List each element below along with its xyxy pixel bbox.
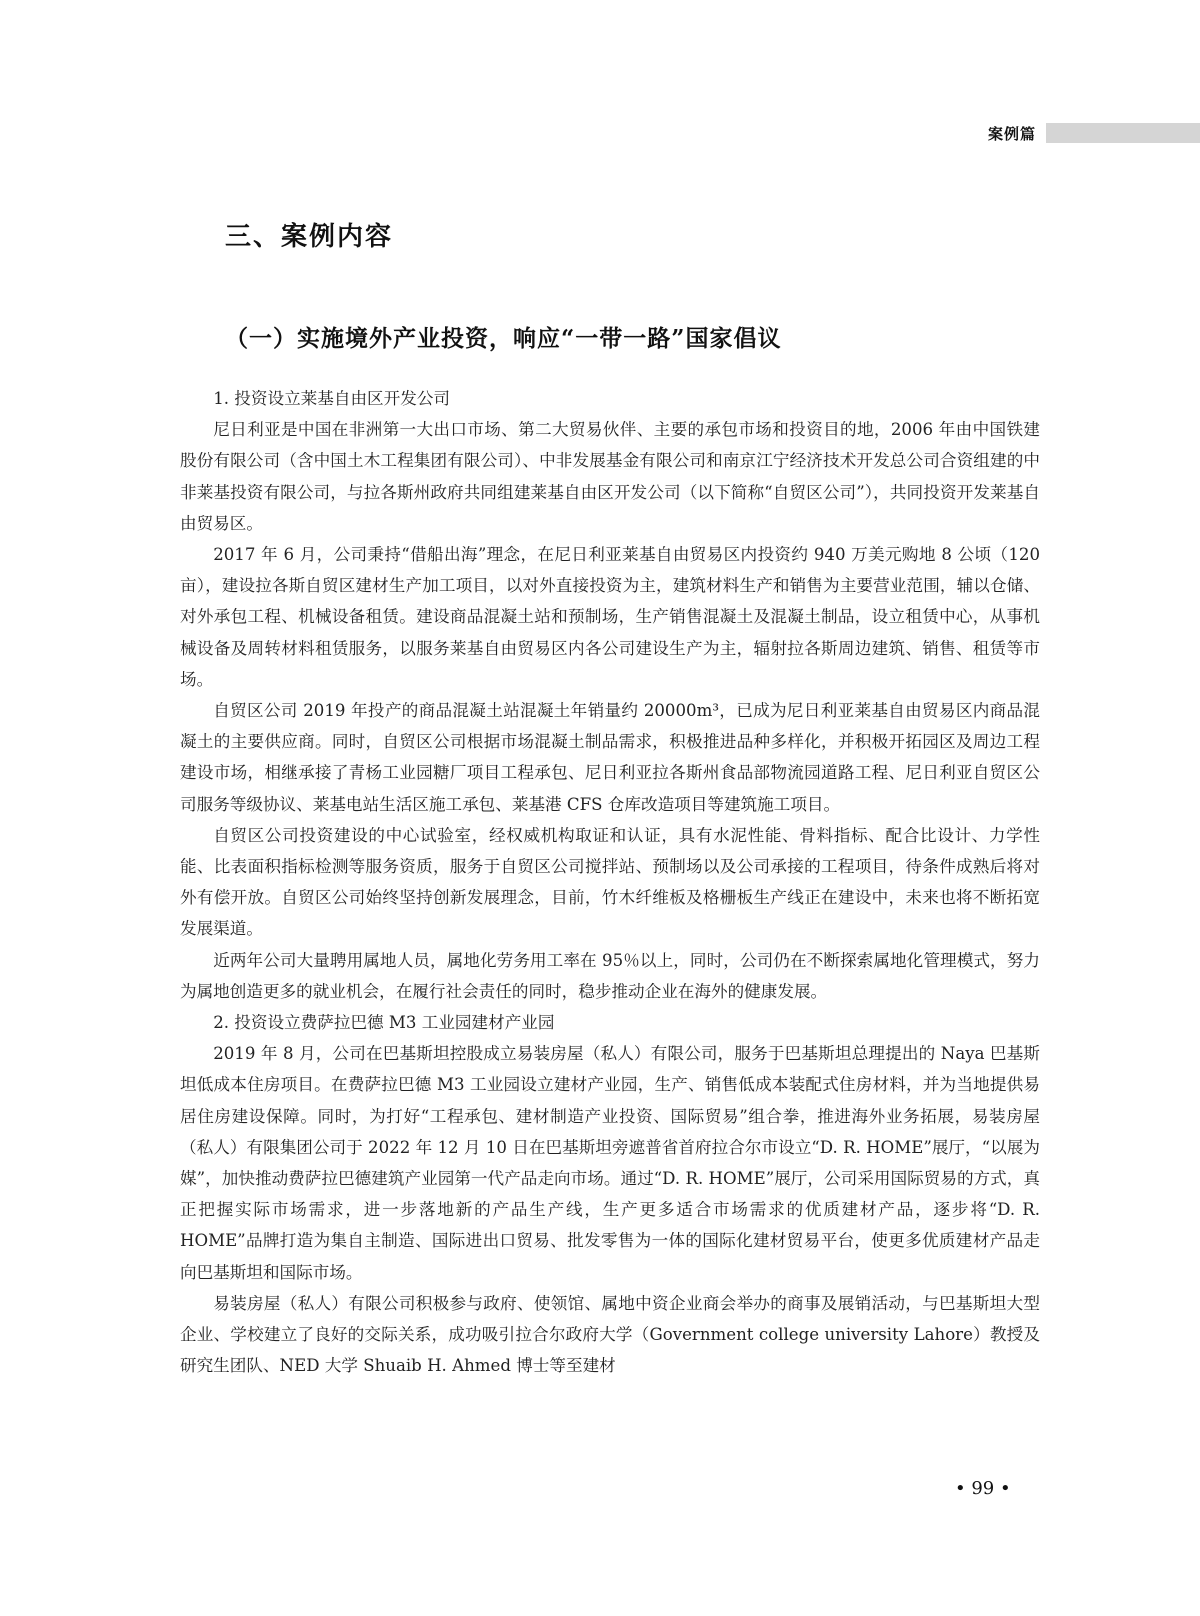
subsection-title: （一）实施境外产业投资，响应“一带一路”国家倡议 bbox=[225, 325, 782, 352]
section-title: 三、案例内容 bbox=[225, 222, 394, 252]
paragraph: 尼日利亚是中国在非洲第一大出口市场、第二大贸易伙伴、主要的承包市场和投资目的地，2006 年由中国铁建股份有限公司（含中国土木工程集团有限公司）、中非发展基金有限公司和南京江宁经济技术开发总公司合资组建的中非莱基投资有限公司，与拉各斯州政府共同组建莱基自由区开发公司（以下简称“自贸区公司”），共同投资开发莱基自由贸易区。 bbox=[180, 420, 1040, 533]
section-label: 案例篇 bbox=[988, 124, 1037, 143]
body-text bbox=[180, 383, 1040, 1382]
paragraph: 近两年公司大量聘用属地人员，属地化劳务用工率在 95％以上，同时，公司仍在不断探索属地化管理模式，努力为属地创造更多的就业机会，在履行社会责任的同时，稳步推动企业在海外的健康发展。 bbox=[180, 950, 1040, 1001]
paragraph: 2019 年 8 月，公司在巴基斯坦控股成立易装房屋（私人）有限公司，服务于巴基斯坦总理提出的 Naya 巴基斯坦低成本住房项目。在费萨拉巴德 M3 工业园设立建材产业园，生产、销售低成本装配式住房材料，并为当地提供易居住房建设保障。同时，为打好“工程承包、建材制造产业投资、国际贸易”组合拳，推进海外业务拓展，易装房屋（私人）有限集团公司于 2022 年 12 月 10 日在巴基斯坦旁遮普省首府拉合尔市设立“D. R. HOME”展厅，“以展为媒”，加快推动费萨拉巴德建筑产业园第一代产品走向市场。通过“D. R. HOME”展厅，公司采用国际贸易的方式，真正把握实际市场需求，进一步落地新的产品生产线，生产更多适合市场需求的优质建材产品，逐步将“D. R. HOME”品牌打造为集自主制造、国际进出口贸易、批发零售为一体的国际化建材贸易平台，使更多优质建材产品走向巴基斯坦和国际市场。 bbox=[180, 1044, 1040, 1282]
paragraph: 自贸区公司 2019 年投产的商品混凝土站混凝土年销量约 20000m³，已成为尼日利亚莱基自由贸易区内商品混凝土的主要供应商。同时，自贸区公司根据市场混凝土制品需求，积极推进品种多样化，并积极开拓园区及周边工程建设市场，相继承接了青杨工业园糖厂项目工程承包、尼日利亚拉各斯州食品部物流园道路工程、尼日利亚自贸区公司服务等级协议、莱基电站生活区施工承包、莱基港 CFS 仓库改造项目等建筑施工项目。 bbox=[180, 701, 1040, 814]
item-heading: 2. 投资设立费萨拉巴德 M3 工业园建材产业园 bbox=[213, 1013, 555, 1033]
paragraph: 2017 年 6 月，公司秉持“借船出海”理念，在尼日利亚莱基自由贸易区内投资约 940 万美元购地 8 公顷（120 亩），建设拉各斯自贸区建材生产加工项目，以对外直接投资为主，建筑材料生产和销售为主要营业范围，辅以仓储、对外承包工程、机械设备租赁。建设商品混凝土站和预制场，生产销售混凝土及混凝土制品，设立租赁中心，从事机械设备及周转材料租赁服务，以服务莱基自由贸易区内各公司建设生产为主，辐射拉各斯周边建筑、销售、租赁等市场。 bbox=[180, 545, 1040, 689]
item-heading: 1. 投资设立莱基自由区开发公司 bbox=[213, 389, 451, 408]
running-header bbox=[988, 120, 1200, 146]
paragraph: 自贸区公司投资建设的中心试验室，经权威机构取证和认证，具有水泥性能、骨料指标、配合比设计、力学性能、比表面积指标检测等服务资质，服务于自贸区公司搅拌站、预制场以及公司承接的工程项目，待条件成熟后将对外有偿开放。自贸区公司始终坚持创新发展理念，目前，竹木纤维板及格栅板生产线正在建设中，未来也将不断拓宽发展渠道。 bbox=[180, 825, 1040, 939]
paragraph: 易装房屋（私人）有限公司积极参与政府、使领馆、属地中资企业商会举办的商事及展销活动，与巴基斯坦大型企业、学校建立了良好的交际关系，成功吸引拉合尔政府大学（Government college university Lahore）教授及研究生团队、NED 大学 Shuaib H. Ahmed 博士等至建材 bbox=[180, 1293, 1040, 1376]
page-number: • 99 • bbox=[955, 1478, 1011, 1499]
header-bar bbox=[1046, 123, 1200, 143]
